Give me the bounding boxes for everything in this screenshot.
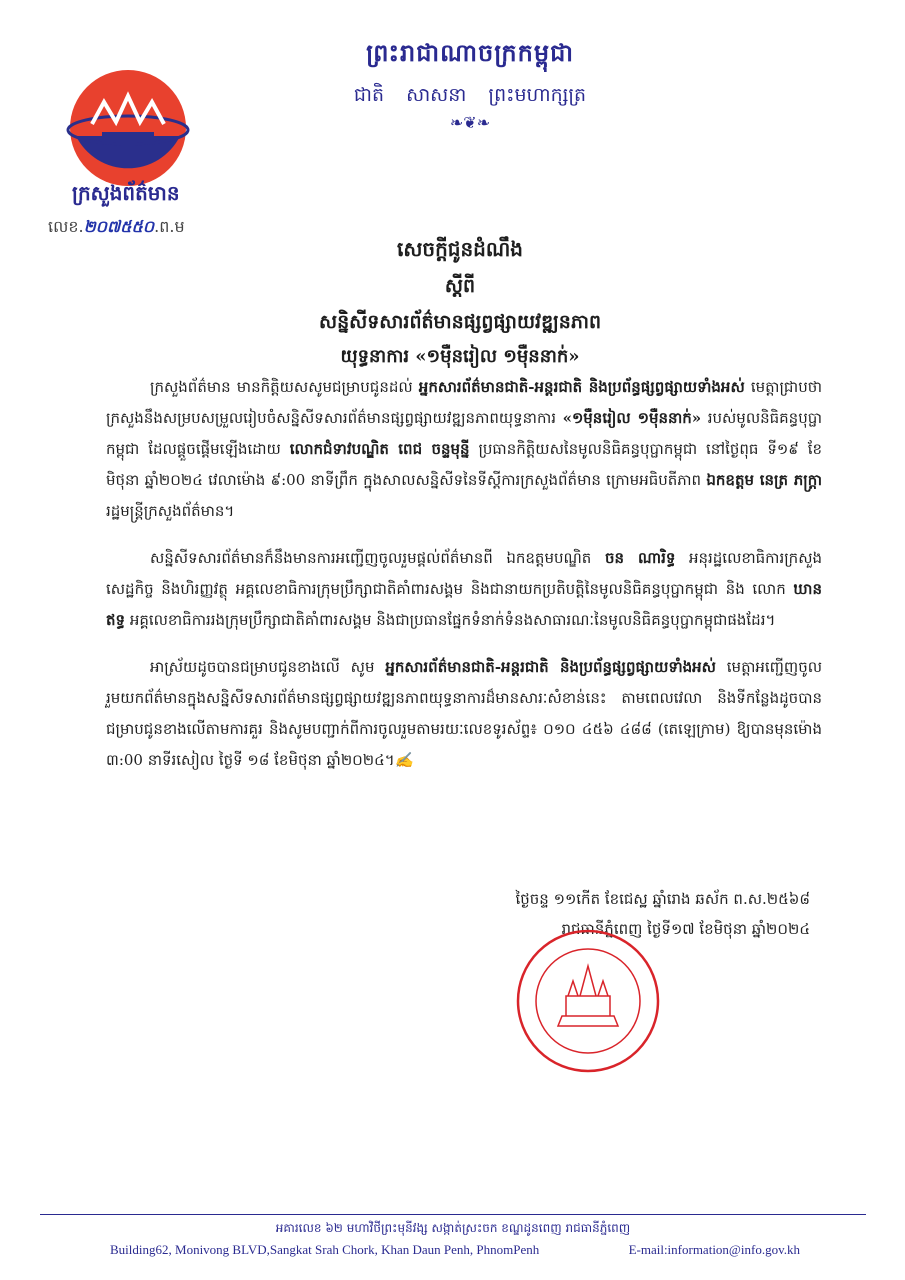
ministry-logo [66, 66, 190, 190]
p3-text: មេត្តាអញ្ជើញចូលរួមយកព័ត៌មានក្នុងសន្និសីទសារព័ត៌មានផ្សព្វផ្សាយវឌ្ឍនភាពយុទ្ធនាការដ៏មានសារៈសំខាន់នេះ តាមពេលវេលា និងទីកន្លែងដូចបានជម្រាបជូនខាងលើតាមការគួរ និងសូមបញ្ជាក់ពីការចូលរួមតាមរយៈលេខទូរស័ព្ទ៖ ០១០ ៤៥៦ ៤៨៨ (តេឡេក្រាម) ឱ្យបានមុនម៉ោង ៣:00 នាទីរសៀល ថ្ងៃទី ១៨ ខែមិថុនា ឆ្នាំ២០២៤។ [106, 658, 823, 769]
p1-text: ប្រធានកិត្តិយសនៃមូលនិធិគន្ធបុប្ផាកម្ពុជា នៅថ្ងៃពុធ ទី១៩ ខែមិថុនា ឆ្នាំ២០២៤ វេលាម៉ោង ៩:00 នាទីព្រឹក ក្នុងសាលសន្និសីទនៃទីស្តីការក្រសួងព័ត៌មាន ក្រោមអធិបតីភាព [106, 440, 822, 489]
p3-text: អាស្រ័យដូចបានជម្រាបជូនខាងលើ សូម [150, 658, 386, 676]
p1-bold: «១ម៉ឺនរៀល ១ម៉ឺននាក់» [562, 409, 702, 427]
p3-bold: អ្នកសារព័ត៌មានជាតិ-អន្តរជាតិ និងប្រព័ន្ធផ្សព្វផ្សាយទាំងអស់ [385, 658, 716, 676]
kingdom-title: ព្រះរាជាណាចក្រកម្ពុជា [366, 38, 574, 67]
kingdom-header [320, 38, 620, 132]
footer-divider [40, 1214, 866, 1215]
ref-label: លេខ. [48, 217, 84, 236]
reference-number [48, 216, 185, 240]
solar-date: រាជធានីភ្នំពេញ ថ្ងៃទី១៧ ខែមិថុនា ឆ្នាំ២០២៤ [561, 920, 810, 938]
initial-mark: ✍ [394, 751, 414, 769]
p1-text: រដ្ឋមន្ត្រីក្រសួងព័ត៌មាន។ [106, 502, 235, 520]
p1-text: របស់មូលនិធិគន្ធបុប្ផាកម្ពុជា ដែលផ្តួចផ្តើមឡើងដោយ [106, 409, 822, 458]
official-stamp [488, 926, 688, 1076]
p1-text: មេត្តាជ្រាបថា ក្រសួងនឹងសម្របសម្រួលរៀបចំសន្និសីទសារព័ត៌មានផ្សព្វផ្សាយវឌ្ឍនភាពយុទ្ធនាការ [106, 378, 822, 427]
p1-bold: ឯកឧត្តម នេត្រ ភក្ត្រា [706, 471, 822, 489]
title-subject: សន្និសីទសារព័ត៌មានផ្សព្វផ្សាយវឌ្ឍនភាព [318, 311, 602, 333]
paragraph-2 [106, 543, 822, 636]
p1-text: ក្រសួងព័ត៌មាន មានកិត្តិយសសូមជម្រាបជូនដល់ [150, 378, 419, 396]
ref-number: ២០៧៥៥០ [83, 217, 155, 236]
p1-bold: លោកជំទាវបណ្ឌិត ពេជ ចន្ទមុន្នី [289, 440, 470, 458]
p1-bold: អ្នកសារព័ត៌មានជាតិ-អន្តរជាតិ និងប្រព័ន្ធផ្សព្វផ្សាយទាំងអស់ [418, 378, 745, 396]
document-body [106, 372, 822, 792]
footer-address-kh: អគារលេខ ៦២ មហាវិថីព្រះមុនីវង្ស សង្កាត់ស្រះចក ខណ្ឌដូនពេញ រាជធានីភ្នំពេញ [275, 1221, 631, 1235]
ministry-name: ក្រសួងព័ត៌មាន [72, 181, 180, 205]
p2-text: សន្និសីទសារព័ត៌មានក៏នឹងមានការអញ្ជើញចូលរួមផ្តល់ព័ត៌មានពី ឯកឧត្តមបណ្ឌិត [150, 549, 605, 567]
title-about: ស្តីពី [444, 275, 476, 297]
kingdom-motto: ជាតិ សាសនា ព្រះមហាក្សត្រ [353, 84, 587, 106]
lunar-date: ថ្ងៃចន្ទ ១១កើត ខែជេស្ឋ ឆ្នាំរោង ឆស័ក ព.ស.២៥៦៨ [515, 890, 810, 908]
paragraph-3 [106, 652, 822, 776]
title-notice: សេចក្តីជូនដំណឹង [397, 237, 523, 261]
ref-suffix: .ព.ម [154, 217, 185, 236]
footer-email: E-mail:information@info.gov.kh [628, 1242, 800, 1257]
ornament: ❧❦❧ [449, 113, 491, 132]
footer-address-en: Building62, Monivong BLVD,Sangkat Srah Chork, Khan Daun Penh, PhnomPenh [110, 1242, 540, 1257]
title-block [200, 236, 720, 371]
paragraph-1 [106, 372, 822, 527]
title-campaign: យុទ្ធនាការ «១ម៉ឺនរៀល ១ម៉ឺននាក់» [340, 346, 580, 367]
p2-bold: ចន ណារិទ្ធ [604, 549, 676, 567]
p2-text: អនុរដ្ឋលេខាធិការក្រសួងសេដ្ឋកិច្ច និងហិរញ្ញវត្ថុ អគ្គលេខាធិការក្រុមប្រឹក្សាជាតិគាំពារសង្គម និងជានាយកប្រតិបត្តិនៃមូលនិធិគន្ធបុប្ផាកម្ពុជា និង លោក [106, 549, 822, 598]
p2-bold: ឃាន ឥទ្ធ [106, 580, 822, 629]
p2-text: អគ្គលេខាធិការរងក្រុមប្រឹក្សាជាតិគាំពារសង្គម និងជាប្រធានផ្នែកទំនាក់ទំនងសាធារណៈនៃមូលនិធិគន្ធបុប្ផាកម្ពុជាផងដែរ។ [125, 611, 776, 629]
